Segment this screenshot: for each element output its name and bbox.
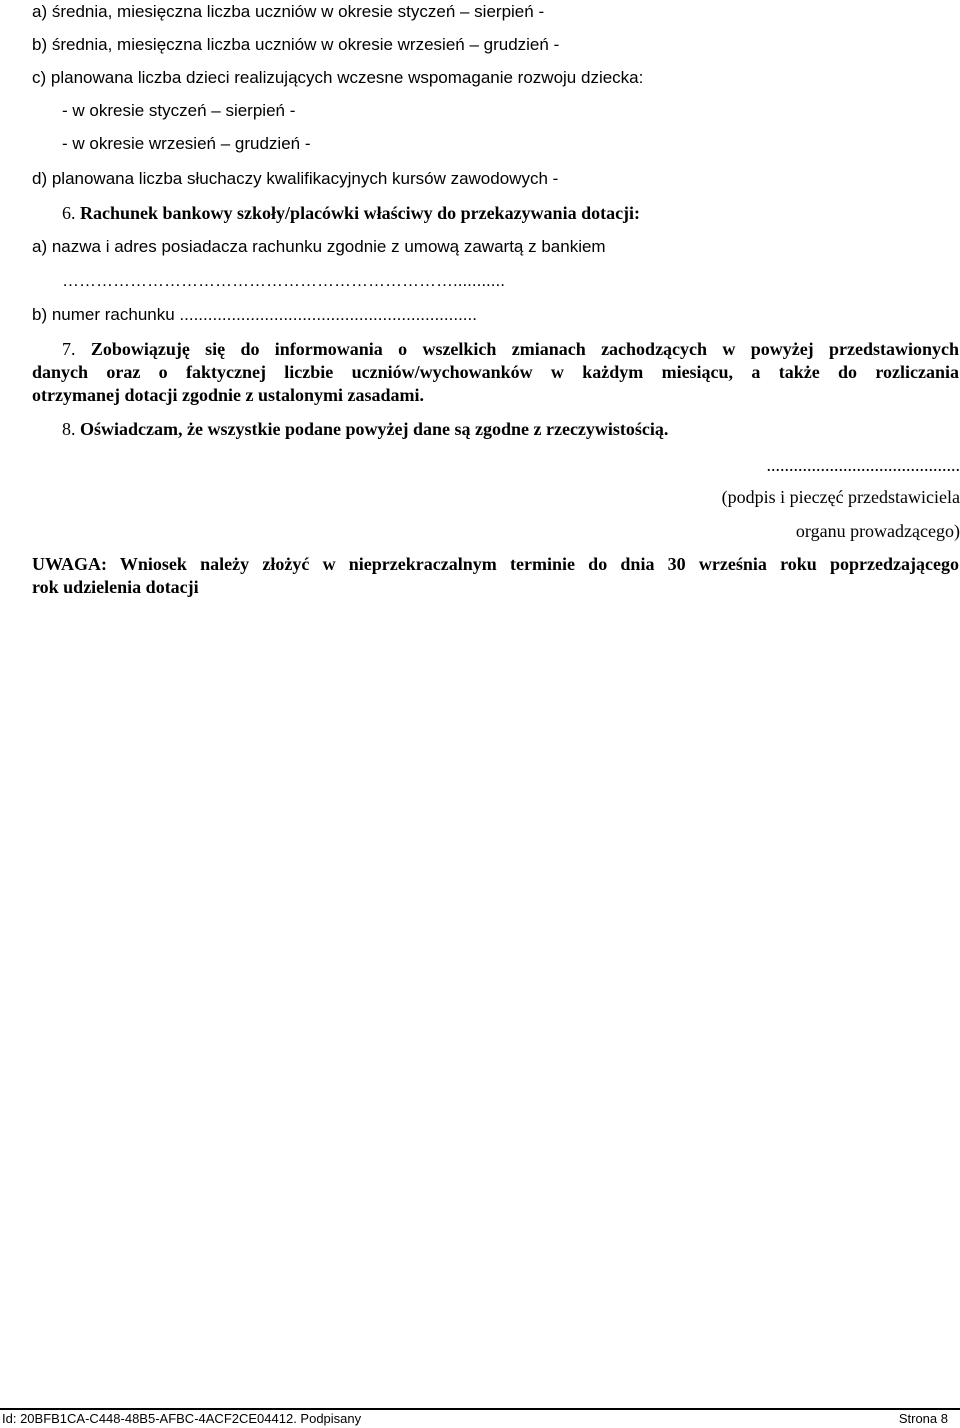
line-a-jan-aug: a) średnia, miesięczna liczba uczniów w okresie styczeń – sierpień - — [32, 2, 545, 21]
line-d-courses: d) planowana liczba słuchaczy kwalifikacyjnych kursów zawodowych - — [32, 169, 559, 188]
section-6-a-label: a) nazwa i adres posiadacza rachunku zgodnie z umową zawartą z bankiem — [32, 237, 606, 256]
section-6-a-dots: ……………………………………………………………........... — [62, 271, 505, 290]
section-7-line-2: danych oraz o faktycznej liczbie uczniów/wychowanków w każdym miesiącu, a także do rozliczania — [32, 362, 959, 382]
section-7-text-1: Zobowiązuję się do informowania o wszelkich zmianach zachodzących w powyżej przedstawionych — [90, 339, 959, 359]
line-c-jan-aug: - w okresie styczeń – sierpień - — [62, 101, 296, 120]
section-7-line-3: otrzymanej dotacji zgodnie z ustalonymi zasadami. — [32, 385, 424, 405]
section-8-text: Oświadczam, że wszystkie podane powyżej dane są zgodne z rzeczywistością. — [80, 419, 669, 439]
notice-line-1: UWAGA: Wniosek należy złożyć w nieprzekraczalnym terminie do dnia 30 września roku poprzedzającego — [32, 554, 959, 574]
footer-divider — [0, 1408, 960, 1410]
section-7-line-1 — [32, 338, 959, 360]
footer-page-number: Strona 8 — [898, 1411, 948, 1426]
section-7-number: 7. — [62, 339, 76, 359]
line-b-sep-dec: b) średnia, miesięczna liczba uczniów w okresie wrzesień – grudzień - — [32, 35, 560, 54]
line-c-early-support: c) planowana liczba dzieci realizujących wczesne wspomaganie rozwoju dziecka: — [32, 68, 644, 87]
section-6-number: 6. — [62, 203, 76, 223]
section-6-heading — [62, 202, 640, 224]
section-8-number: 8. — [62, 419, 76, 439]
signature-caption-2: organu prowadzącego) — [795, 521, 960, 541]
notice-line-2: rok udzielenia dotacji — [32, 577, 199, 597]
line-c-sep-dec: - w okresie wrzesień – grudzień - — [62, 134, 311, 153]
section-8-line — [62, 418, 668, 440]
signature-dots: ........................................... — [766, 455, 960, 475]
section-6-b-label: b) numer rachunku ............................................................... — [32, 305, 477, 324]
section-6-title: Rachunek bankowy szkoły/placówki właściwy do przekazywania dotacji: — [80, 203, 641, 223]
signature-caption-1: (podpis i pieczęć przedstawiciela — [721, 487, 960, 507]
footer-document-id: Id: 20BFB1CA-C448-48B5-AFBC-4ACF2CE04412. Podpisany — [2, 1411, 362, 1426]
